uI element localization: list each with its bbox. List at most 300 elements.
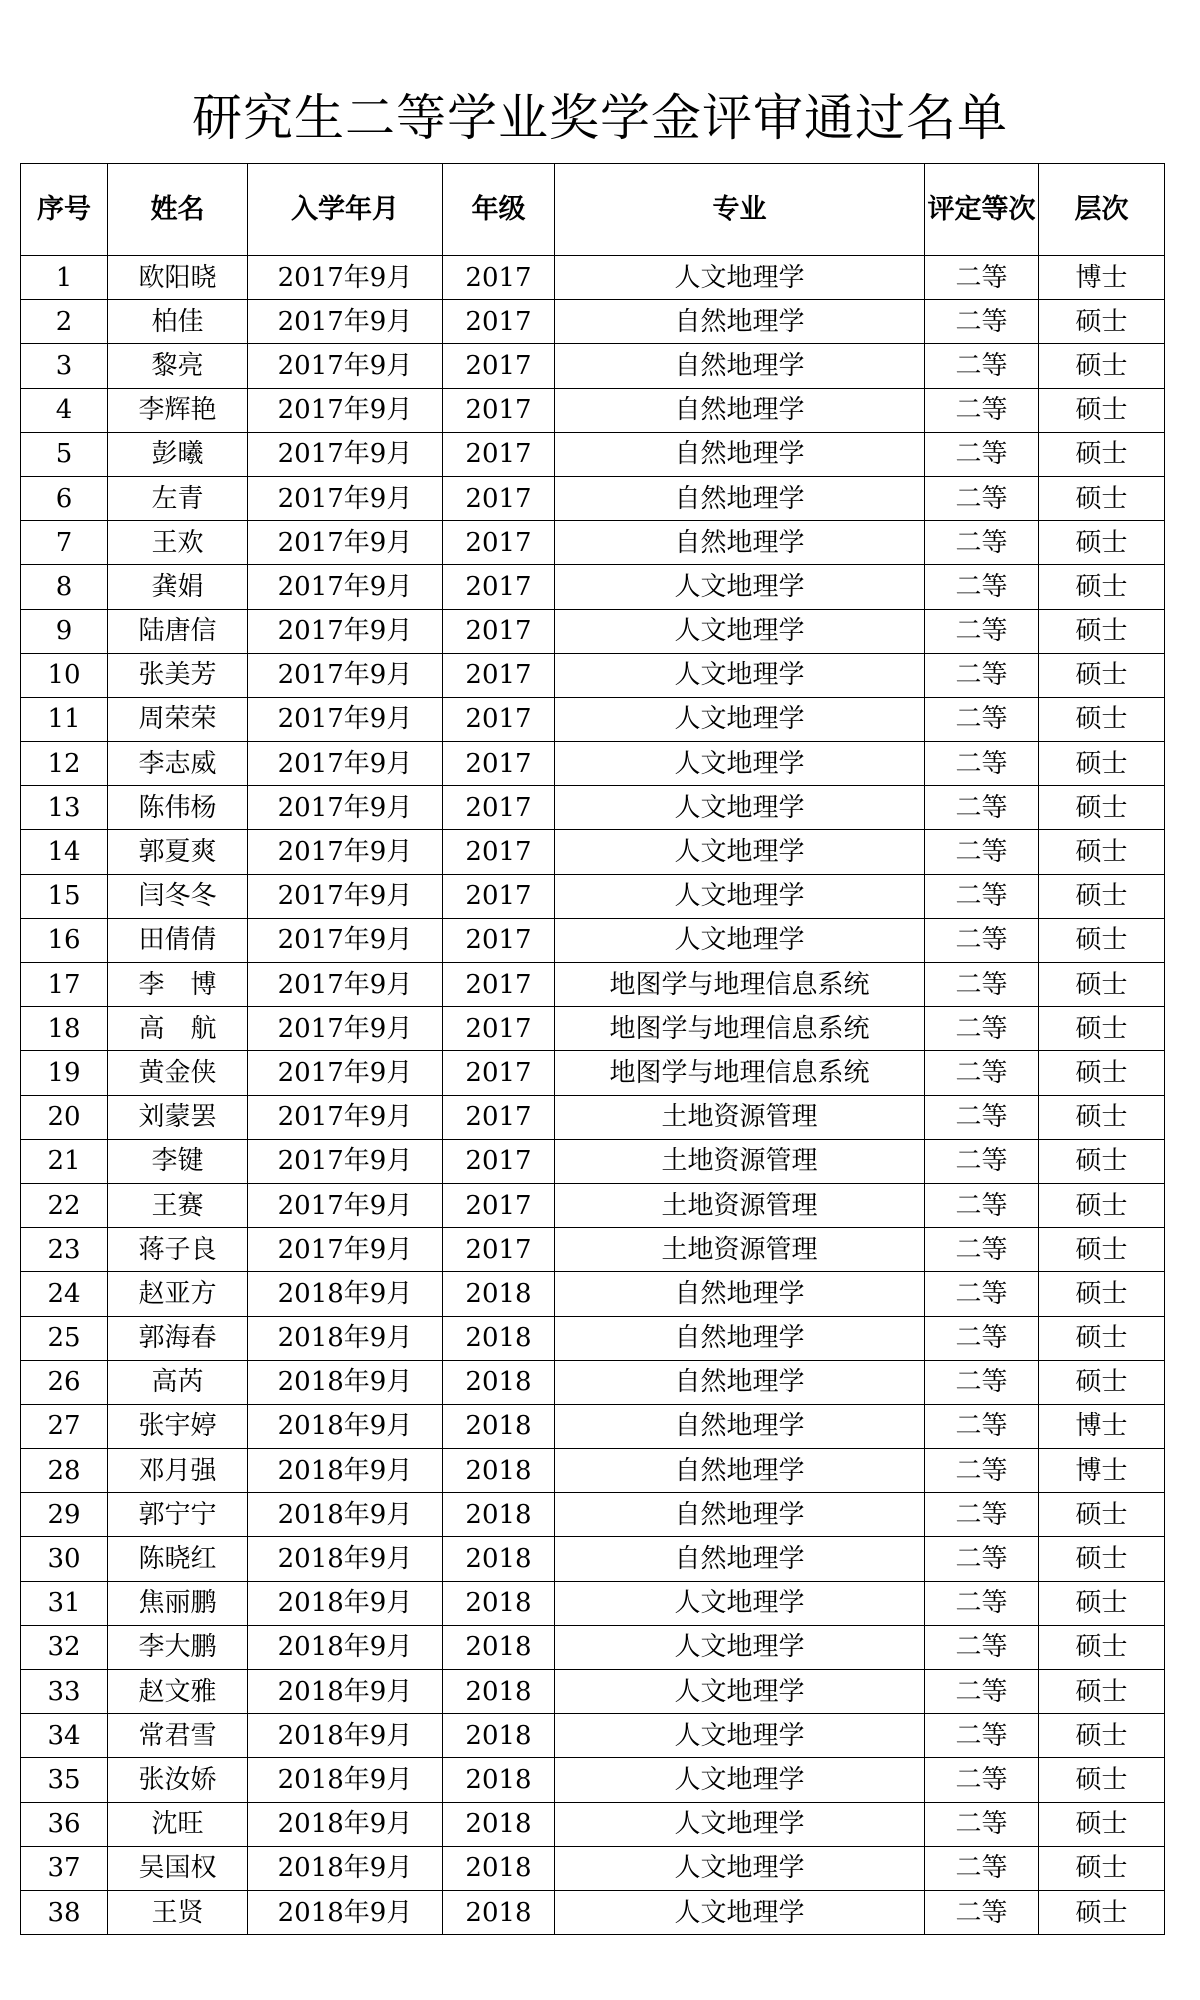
cell-name: 张汝娇 [108, 1758, 248, 1802]
cell-index: 36 [21, 1802, 108, 1846]
cell-grade: 2017 [443, 256, 555, 300]
cell-major: 自然地理学 [555, 1272, 925, 1316]
cell-index: 20 [21, 1095, 108, 1139]
cell-index: 7 [21, 521, 108, 565]
cell-major: 人文地理学 [555, 1714, 925, 1758]
cell-index: 14 [21, 830, 108, 874]
table-row [21, 521, 1165, 565]
cell-grade: 2018 [443, 1360, 555, 1404]
cell-degree-level: 硕士 [1039, 521, 1165, 565]
cell-major: 自然地理学 [555, 521, 925, 565]
cell-degree-level: 硕士 [1039, 1183, 1165, 1227]
cell-enroll-date: 2017年9月 [248, 521, 443, 565]
table-row [21, 1404, 1165, 1448]
cell-degree-level: 硕士 [1039, 1095, 1165, 1139]
cell-enroll-date: 2017年9月 [248, 432, 443, 476]
cell-award-level: 二等 [925, 1360, 1039, 1404]
cell-major: 自然地理学 [555, 432, 925, 476]
header-degree-level: 层次 [1039, 164, 1165, 256]
cell-index: 24 [21, 1272, 108, 1316]
cell-name: 周荣荣 [108, 697, 248, 741]
cell-name: 李大鹏 [108, 1625, 248, 1669]
cell-grade: 2017 [443, 742, 555, 786]
cell-award-level: 二等 [925, 1802, 1039, 1846]
cell-degree-level: 硕士 [1039, 742, 1165, 786]
cell-award-level: 二等 [925, 565, 1039, 609]
cell-index: 1 [21, 256, 108, 300]
cell-degree-level: 硕士 [1039, 1228, 1165, 1272]
cell-enroll-date: 2018年9月 [248, 1272, 443, 1316]
cell-grade: 2017 [443, 1095, 555, 1139]
cell-enroll-date: 2017年9月 [248, 697, 443, 741]
cell-index: 5 [21, 432, 108, 476]
cell-major: 自然地理学 [555, 1360, 925, 1404]
cell-degree-level: 硕士 [1039, 476, 1165, 520]
table-row [21, 1095, 1165, 1139]
table-row [21, 1228, 1165, 1272]
cell-enroll-date: 2018年9月 [248, 1846, 443, 1890]
cell-name: 黄金侠 [108, 1051, 248, 1095]
cell-major: 土地资源管理 [555, 1183, 925, 1227]
cell-award-level: 二等 [925, 476, 1039, 520]
cell-award-level: 二等 [925, 918, 1039, 962]
cell-enroll-date: 2018年9月 [248, 1802, 443, 1846]
cell-grade: 2017 [443, 697, 555, 741]
table-row [21, 1802, 1165, 1846]
cell-degree-level: 硕士 [1039, 1714, 1165, 1758]
cell-major: 人文地理学 [555, 1890, 925, 1934]
cell-degree-level: 博士 [1039, 1404, 1165, 1448]
table-row [21, 830, 1165, 874]
table-row [21, 874, 1165, 918]
cell-grade: 2018 [443, 1890, 555, 1934]
cell-degree-level: 硕士 [1039, 1493, 1165, 1537]
cell-degree-level: 硕士 [1039, 1670, 1165, 1714]
cell-degree-level: 硕士 [1039, 918, 1165, 962]
cell-enroll-date: 2018年9月 [248, 1316, 443, 1360]
table-row [21, 1272, 1165, 1316]
cell-grade: 2018 [443, 1581, 555, 1625]
cell-name: 吴国权 [108, 1846, 248, 1890]
cell-grade: 2017 [443, 344, 555, 388]
cell-major: 人文地理学 [555, 786, 925, 830]
cell-grade: 2017 [443, 565, 555, 609]
cell-degree-level: 硕士 [1039, 1802, 1165, 1846]
cell-enroll-date: 2017年9月 [248, 742, 443, 786]
cell-index: 37 [21, 1846, 108, 1890]
cell-enroll-date: 2017年9月 [248, 1228, 443, 1272]
cell-enroll-date: 2017年9月 [248, 1095, 443, 1139]
cell-award-level: 二等 [925, 609, 1039, 653]
cell-enroll-date: 2017年9月 [248, 653, 443, 697]
cell-grade: 2017 [443, 1007, 555, 1051]
cell-grade: 2017 [443, 1051, 555, 1095]
cell-index: 28 [21, 1449, 108, 1493]
cell-name: 高 航 [108, 1007, 248, 1051]
cell-award-level: 二等 [925, 300, 1039, 344]
table-row [21, 697, 1165, 741]
table-row [21, 609, 1165, 653]
cell-degree-level: 硕士 [1039, 786, 1165, 830]
cell-degree-level: 硕士 [1039, 1846, 1165, 1890]
cell-enroll-date: 2018年9月 [248, 1625, 443, 1669]
cell-major: 土地资源管理 [555, 1228, 925, 1272]
cell-grade: 2018 [443, 1846, 555, 1890]
cell-degree-level: 硕士 [1039, 432, 1165, 476]
cell-major: 土地资源管理 [555, 1095, 925, 1139]
cell-name: 邓月强 [108, 1449, 248, 1493]
table-row [21, 1846, 1165, 1890]
cell-award-level: 二等 [925, 830, 1039, 874]
cell-index: 6 [21, 476, 108, 520]
cell-major: 自然地理学 [555, 1493, 925, 1537]
cell-index: 17 [21, 963, 108, 1007]
table-row [21, 1360, 1165, 1404]
cell-degree-level: 硕士 [1039, 1051, 1165, 1095]
table-row [21, 1493, 1165, 1537]
cell-enroll-date: 2017年9月 [248, 300, 443, 344]
cell-index: 25 [21, 1316, 108, 1360]
cell-degree-level: 硕士 [1039, 344, 1165, 388]
cell-award-level: 二等 [925, 1051, 1039, 1095]
table-row [21, 1449, 1165, 1493]
cell-name: 郭海春 [108, 1316, 248, 1360]
cell-name: 欧阳晓 [108, 256, 248, 300]
cell-name: 李键 [108, 1139, 248, 1183]
cell-enroll-date: 2018年9月 [248, 1537, 443, 1581]
cell-major: 人文地理学 [555, 1581, 925, 1625]
cell-name: 张美芳 [108, 653, 248, 697]
cell-degree-level: 硕士 [1039, 830, 1165, 874]
table-row [21, 1714, 1165, 1758]
table-row [21, 1625, 1165, 1669]
cell-award-level: 二等 [925, 432, 1039, 476]
header-name: 姓名 [108, 164, 248, 256]
cell-enroll-date: 2017年9月 [248, 786, 443, 830]
cell-major: 人文地理学 [555, 918, 925, 962]
cell-degree-level: 硕士 [1039, 1758, 1165, 1802]
cell-index: 13 [21, 786, 108, 830]
cell-grade: 2018 [443, 1493, 555, 1537]
cell-index: 32 [21, 1625, 108, 1669]
cell-award-level: 二等 [925, 1670, 1039, 1714]
cell-degree-level: 硕士 [1039, 609, 1165, 653]
table-row [21, 1183, 1165, 1227]
cell-major: 自然地理学 [555, 476, 925, 520]
cell-grade: 2017 [443, 521, 555, 565]
cell-name: 李志威 [108, 742, 248, 786]
cell-major: 土地资源管理 [555, 1139, 925, 1183]
cell-index: 30 [21, 1537, 108, 1581]
cell-grade: 2017 [443, 1183, 555, 1227]
cell-award-level: 二等 [925, 1581, 1039, 1625]
cell-name: 赵文雅 [108, 1670, 248, 1714]
cell-enroll-date: 2017年9月 [248, 874, 443, 918]
cell-award-level: 二等 [925, 1537, 1039, 1581]
cell-index: 16 [21, 918, 108, 962]
cell-enroll-date: 2018年9月 [248, 1449, 443, 1493]
table-row [21, 256, 1165, 300]
cell-index: 18 [21, 1007, 108, 1051]
cell-award-level: 二等 [925, 1714, 1039, 1758]
cell-name: 常君雪 [108, 1714, 248, 1758]
table-row [21, 1139, 1165, 1183]
cell-name: 彭曦 [108, 432, 248, 476]
cell-enroll-date: 2018年9月 [248, 1758, 443, 1802]
cell-degree-level: 硕士 [1039, 1625, 1165, 1669]
cell-grade: 2017 [443, 918, 555, 962]
cell-index: 31 [21, 1581, 108, 1625]
cell-enroll-date: 2017年9月 [248, 609, 443, 653]
cell-grade: 2017 [443, 963, 555, 1007]
cell-index: 23 [21, 1228, 108, 1272]
cell-name: 陈伟杨 [108, 786, 248, 830]
cell-enroll-date: 2017年9月 [248, 963, 443, 1007]
cell-major: 人文地理学 [555, 1846, 925, 1890]
cell-enroll-date: 2018年9月 [248, 1890, 443, 1934]
cell-major: 人文地理学 [555, 653, 925, 697]
cell-name: 刘蒙罢 [108, 1095, 248, 1139]
cell-index: 33 [21, 1670, 108, 1714]
cell-degree-level: 硕士 [1039, 565, 1165, 609]
cell-index: 22 [21, 1183, 108, 1227]
cell-award-level: 二等 [925, 1316, 1039, 1360]
header-award-level: 评定等次 [925, 164, 1039, 256]
cell-grade: 2017 [443, 1139, 555, 1183]
cell-degree-level: 硕士 [1039, 697, 1165, 741]
cell-index: 27 [21, 1404, 108, 1448]
scholarship-table [20, 163, 1165, 1935]
cell-degree-level: 硕士 [1039, 874, 1165, 918]
cell-index: 11 [21, 697, 108, 741]
cell-grade: 2017 [443, 830, 555, 874]
cell-grade: 2017 [443, 1228, 555, 1272]
table-row [21, 300, 1165, 344]
cell-index: 35 [21, 1758, 108, 1802]
cell-name: 左青 [108, 476, 248, 520]
cell-major: 人文地理学 [555, 1802, 925, 1846]
table-row [21, 565, 1165, 609]
cell-name: 蒋子良 [108, 1228, 248, 1272]
cell-grade: 2018 [443, 1404, 555, 1448]
cell-name: 田倩倩 [108, 918, 248, 962]
cell-enroll-date: 2017年9月 [248, 830, 443, 874]
cell-award-level: 二等 [925, 1758, 1039, 1802]
cell-name: 李 博 [108, 963, 248, 1007]
cell-name: 郭夏爽 [108, 830, 248, 874]
cell-major: 自然地理学 [555, 1449, 925, 1493]
cell-degree-level: 博士 [1039, 1449, 1165, 1493]
cell-award-level: 二等 [925, 1228, 1039, 1272]
cell-major: 人文地理学 [555, 874, 925, 918]
cell-name: 王贤 [108, 1890, 248, 1934]
cell-enroll-date: 2018年9月 [248, 1670, 443, 1714]
cell-enroll-date: 2018年9月 [248, 1360, 443, 1404]
cell-major: 自然地理学 [555, 1316, 925, 1360]
cell-major: 自然地理学 [555, 388, 925, 432]
cell-enroll-date: 2017年9月 [248, 1183, 443, 1227]
cell-grade: 2018 [443, 1758, 555, 1802]
cell-award-level: 二等 [925, 963, 1039, 1007]
cell-degree-level: 硕士 [1039, 1360, 1165, 1404]
table-row [21, 786, 1165, 830]
cell-index: 8 [21, 565, 108, 609]
cell-enroll-date: 2017年9月 [248, 1007, 443, 1051]
cell-name: 郭宁宁 [108, 1493, 248, 1537]
cell-grade: 2018 [443, 1625, 555, 1669]
cell-name: 高芮 [108, 1360, 248, 1404]
table-row [21, 1537, 1165, 1581]
cell-index: 10 [21, 653, 108, 697]
cell-enroll-date: 2017年9月 [248, 918, 443, 962]
cell-grade: 2018 [443, 1714, 555, 1758]
cell-award-level: 二等 [925, 697, 1039, 741]
cell-award-level: 二等 [925, 1139, 1039, 1183]
cell-major: 人文地理学 [555, 1758, 925, 1802]
cell-major: 人文地理学 [555, 1625, 925, 1669]
cell-major: 人文地理学 [555, 742, 925, 786]
header-index: 序号 [21, 164, 108, 256]
table-row [21, 742, 1165, 786]
cell-award-level: 二等 [925, 742, 1039, 786]
cell-grade: 2018 [443, 1316, 555, 1360]
cell-name: 焦丽鹏 [108, 1581, 248, 1625]
cell-index: 9 [21, 609, 108, 653]
cell-enroll-date: 2017年9月 [248, 344, 443, 388]
cell-enroll-date: 2017年9月 [248, 1139, 443, 1183]
cell-index: 21 [21, 1139, 108, 1183]
cell-degree-level: 硕士 [1039, 1890, 1165, 1934]
page-title: 研究生二等学业奖学金评审通过名单 [192, 89, 1008, 147]
cell-degree-level: 硕士 [1039, 1537, 1165, 1581]
cell-major: 地图学与地理信息系统 [555, 1007, 925, 1051]
cell-index: 2 [21, 300, 108, 344]
cell-major: 人文地理学 [555, 565, 925, 609]
cell-grade: 2018 [443, 1670, 555, 1714]
cell-degree-level: 博士 [1039, 256, 1165, 300]
cell-index: 38 [21, 1890, 108, 1934]
table-row [21, 1007, 1165, 1051]
table-row [21, 1758, 1165, 1802]
cell-major: 地图学与地理信息系统 [555, 963, 925, 1007]
cell-index: 3 [21, 344, 108, 388]
cell-index: 34 [21, 1714, 108, 1758]
cell-enroll-date: 2017年9月 [248, 565, 443, 609]
cell-enroll-date: 2018年9月 [248, 1404, 443, 1448]
cell-degree-level: 硕士 [1039, 653, 1165, 697]
cell-award-level: 二等 [925, 1846, 1039, 1890]
cell-award-level: 二等 [925, 1183, 1039, 1227]
cell-major: 自然地理学 [555, 1537, 925, 1581]
cell-name: 黎亮 [108, 344, 248, 388]
cell-award-level: 二等 [925, 256, 1039, 300]
cell-name: 陈晓红 [108, 1537, 248, 1581]
cell-enroll-date: 2017年9月 [248, 1051, 443, 1095]
cell-enroll-date: 2018年9月 [248, 1581, 443, 1625]
cell-award-level: 二等 [925, 1404, 1039, 1448]
cell-grade: 2018 [443, 1537, 555, 1581]
cell-award-level: 二等 [925, 1007, 1039, 1051]
cell-award-level: 二等 [925, 1272, 1039, 1316]
cell-major: 人文地理学 [555, 697, 925, 741]
cell-grade: 2017 [443, 432, 555, 476]
cell-degree-level: 硕士 [1039, 388, 1165, 432]
cell-grade: 2017 [443, 388, 555, 432]
cell-grade: 2017 [443, 609, 555, 653]
cell-name: 李辉艳 [108, 388, 248, 432]
cell-major: 自然地理学 [555, 300, 925, 344]
table-row [21, 1051, 1165, 1095]
cell-award-level: 二等 [925, 653, 1039, 697]
cell-index: 4 [21, 388, 108, 432]
cell-degree-level: 硕士 [1039, 1007, 1165, 1051]
cell-grade: 2018 [443, 1449, 555, 1493]
table-row [21, 1316, 1165, 1360]
cell-index: 26 [21, 1360, 108, 1404]
cell-index: 19 [21, 1051, 108, 1095]
cell-enroll-date: 2018年9月 [248, 1493, 443, 1537]
table-row [21, 432, 1165, 476]
cell-grade: 2017 [443, 786, 555, 830]
header-grade: 年级 [443, 164, 555, 256]
cell-award-level: 二等 [925, 1493, 1039, 1537]
cell-name: 张宇婷 [108, 1404, 248, 1448]
cell-grade: 2017 [443, 874, 555, 918]
table-body [21, 256, 1165, 1935]
cell-major: 人文地理学 [555, 830, 925, 874]
cell-name: 王欢 [108, 521, 248, 565]
cell-award-level: 二等 [925, 344, 1039, 388]
cell-major: 人文地理学 [555, 609, 925, 653]
cell-name: 闫冬冬 [108, 874, 248, 918]
cell-major: 自然地理学 [555, 1404, 925, 1448]
cell-enroll-date: 2017年9月 [248, 256, 443, 300]
cell-grade: 2017 [443, 653, 555, 697]
cell-index: 12 [21, 742, 108, 786]
cell-name: 赵亚方 [108, 1272, 248, 1316]
table-row [21, 1890, 1165, 1934]
cell-degree-level: 硕士 [1039, 1581, 1165, 1625]
cell-name: 龚娟 [108, 565, 248, 609]
cell-grade: 2018 [443, 1802, 555, 1846]
cell-name: 沈旺 [108, 1802, 248, 1846]
cell-enroll-date: 2018年9月 [248, 1714, 443, 1758]
cell-award-level: 二等 [925, 1625, 1039, 1669]
cell-grade: 2017 [443, 300, 555, 344]
cell-award-level: 二等 [925, 1890, 1039, 1934]
cell-award-level: 二等 [925, 874, 1039, 918]
cell-degree-level: 硕士 [1039, 1272, 1165, 1316]
cell-index: 15 [21, 874, 108, 918]
cell-award-level: 二等 [925, 388, 1039, 432]
cell-grade: 2017 [443, 476, 555, 520]
cell-award-level: 二等 [925, 1095, 1039, 1139]
cell-major: 人文地理学 [555, 256, 925, 300]
table-header-row [21, 164, 1165, 256]
cell-award-level: 二等 [925, 1449, 1039, 1493]
table-row [21, 388, 1165, 432]
cell-major: 人文地理学 [555, 1670, 925, 1714]
cell-name: 王赛 [108, 1183, 248, 1227]
table-row [21, 963, 1165, 1007]
table-row [21, 653, 1165, 697]
cell-enroll-date: 2017年9月 [248, 388, 443, 432]
cell-name: 柏佳 [108, 300, 248, 344]
header-enroll-date: 入学年月 [248, 164, 443, 256]
cell-degree-level: 硕士 [1039, 300, 1165, 344]
table-row [21, 344, 1165, 388]
table-row [21, 918, 1165, 962]
